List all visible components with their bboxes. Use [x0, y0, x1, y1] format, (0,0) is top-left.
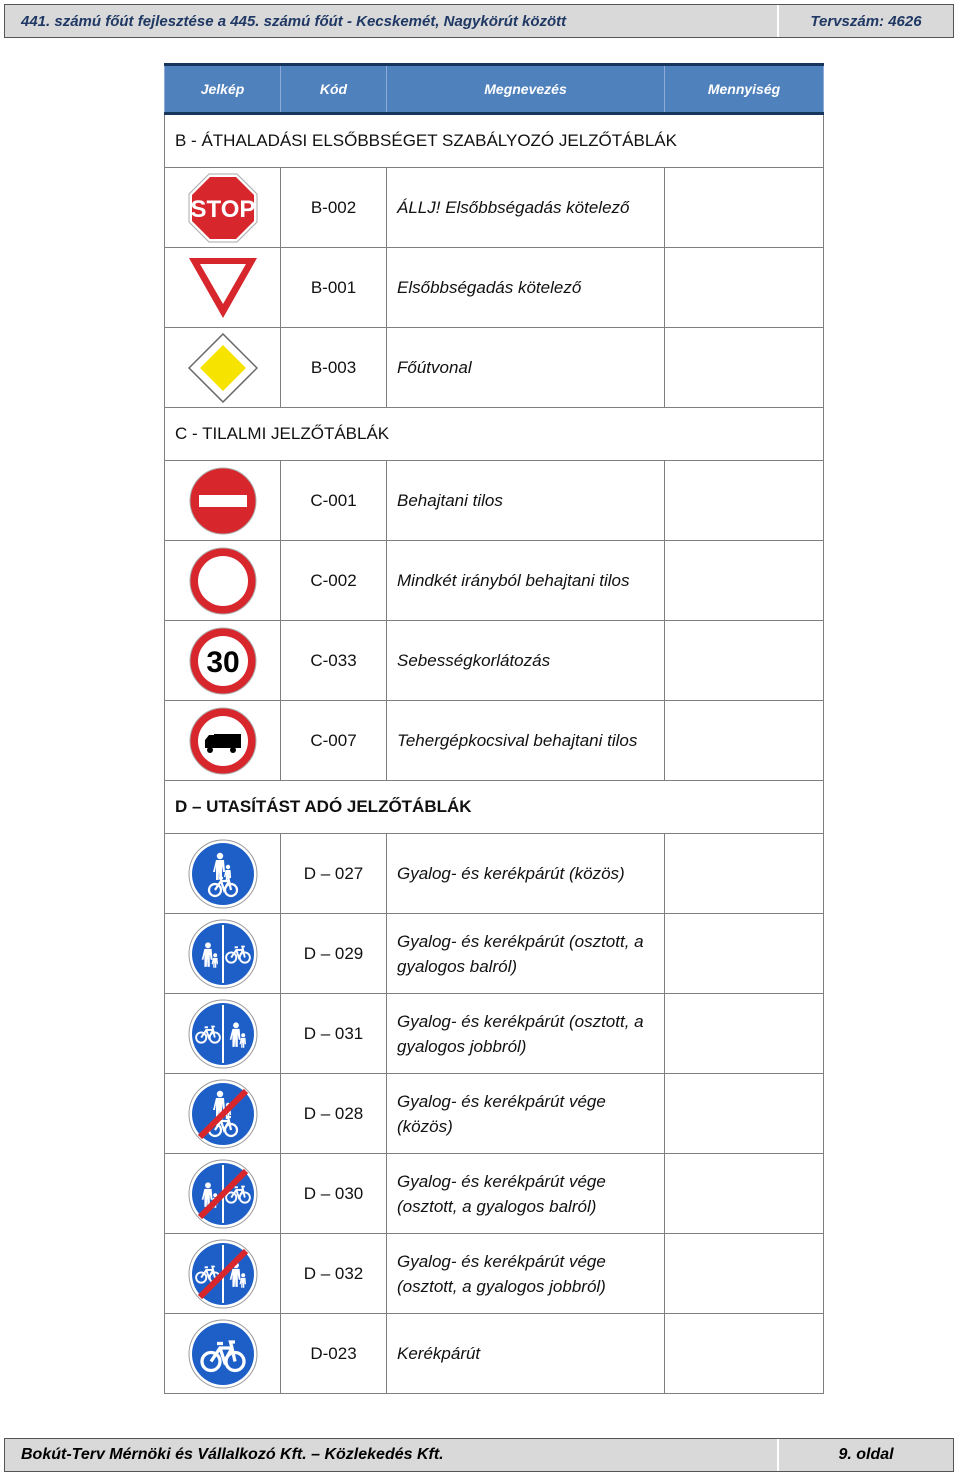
sign-cell: [165, 621, 281, 701]
section-title: D – UTASÍTÁST ADÓ JELZŐTÁBLÁK: [165, 781, 824, 834]
section-row: [165, 408, 824, 461]
section-title: B - ÁTHALADÁSI ELSŐBBSÉGET SZABÁLYOZÓ JELZŐTÁBLÁK: [165, 114, 824, 168]
sign-name: Főútvonal: [387, 328, 665, 408]
sign-name: ÁLLJ! Elsőbbségadás kötelező: [387, 168, 665, 248]
col-quantity: Mennyiség: [665, 65, 824, 114]
sign-cell: [165, 701, 281, 781]
sign-code: D – 030: [281, 1154, 387, 1234]
priority-road-icon: [165, 333, 280, 403]
sign-name: Gyalog- és kerékpárút (osztott, a gyalogos jobbról): [387, 994, 665, 1074]
sign-cell: [165, 914, 281, 994]
table-row: [165, 1234, 824, 1314]
sign-name: Gyalog- és kerékpárút (közös): [387, 834, 665, 914]
col-symbol: Jelkép: [165, 65, 281, 114]
sign-name: Behajtani tilos: [387, 461, 665, 541]
section-title: C - TILALMI JELZŐTÁBLÁK: [165, 408, 824, 461]
yield-sign-icon: [165, 256, 280, 320]
sign-quantity: [665, 168, 824, 248]
sign-quantity: [665, 541, 824, 621]
sign-quantity: [665, 461, 824, 541]
sign-cell: [165, 328, 281, 408]
sign-name: Gyalog- és kerékpárút vége (közös): [387, 1074, 665, 1154]
sign-cell: [165, 541, 281, 621]
sign-quantity: [665, 328, 824, 408]
sign-code: D – 029: [281, 914, 387, 994]
table-row: [165, 328, 824, 408]
col-name: Megnevezés: [387, 65, 665, 114]
sign-cell: [165, 1074, 281, 1154]
footer-company: Bokút-Terv Mérnöki és Vállalkozó Kft. – Közlekedés Kft.: [5, 1439, 779, 1471]
sign-code: C-033: [281, 621, 387, 701]
no-vehicles-icon: [165, 546, 280, 616]
sign-cell: [165, 461, 281, 541]
sign-name: Gyalog- és kerékpárút (osztott, a gyalogos balról): [387, 914, 665, 994]
table-row: [165, 1154, 824, 1234]
sign-quantity: [665, 1154, 824, 1234]
sign-quantity: [665, 914, 824, 994]
svg-text:STOP: STOP: [190, 195, 255, 223]
no-trucks-icon: [165, 706, 280, 776]
table-row: [165, 248, 824, 328]
sign-quantity: [665, 994, 824, 1074]
sign-code: C-002: [281, 541, 387, 621]
sign-code: D – 031: [281, 994, 387, 1074]
sign-name: Kerékpárút: [387, 1314, 665, 1394]
stop-sign-icon: [165, 173, 280, 243]
section-row: [165, 114, 824, 168]
col-code: Kód: [281, 65, 387, 114]
split-path-ped-right-icon: [165, 999, 280, 1069]
no-entry-icon: [165, 466, 280, 536]
sign-name: Tehergépkocsival behajtani tilos: [387, 701, 665, 781]
sign-quantity: [665, 701, 824, 781]
sign-code: D – 032: [281, 1234, 387, 1314]
sign-code: B-003: [281, 328, 387, 408]
sign-table: [164, 63, 824, 1394]
section-row: [165, 781, 824, 834]
sign-name: Sebességkorlátozás: [387, 621, 665, 701]
sign-quantity: [665, 248, 824, 328]
table-row: [165, 914, 824, 994]
table-row: [165, 834, 824, 914]
table-row: [165, 461, 824, 541]
page-number: 9. oldal: [779, 1439, 953, 1471]
sign-code: D – 028: [281, 1074, 387, 1154]
sign-cell: [165, 994, 281, 1074]
page-footer: [4, 1438, 954, 1472]
bicycle-path-icon: [165, 1319, 280, 1389]
sign-code: B-001: [281, 248, 387, 328]
sign-cell: [165, 248, 281, 328]
speed-limit-30-icon: [165, 626, 280, 696]
sign-name: Elsőbbségadás kötelező: [387, 248, 665, 328]
table-row: [165, 701, 824, 781]
table-row: [165, 994, 824, 1074]
document-title: 441. számú főút fejlesztése a 445. számú főút - Kecskemét, Nagykörút között: [5, 5, 779, 37]
table-row: [165, 1074, 824, 1154]
sign-name: Gyalog- és kerékpárút vége (osztott, a gyalogos balról): [387, 1154, 665, 1234]
sign-cell: [165, 1154, 281, 1234]
sign-cell: [165, 834, 281, 914]
shared-path-icon: [165, 839, 280, 909]
split-path-ped-right-end-icon: [165, 1239, 280, 1309]
table-row: [165, 541, 824, 621]
sign-quantity: [665, 1314, 824, 1394]
page-header: [4, 4, 954, 38]
shared-path-end-icon: [165, 1079, 280, 1149]
split-path-ped-left-icon: [165, 919, 280, 989]
sign-code: C-001: [281, 461, 387, 541]
sign-name: Mindkét irányból behajtani tilos: [387, 541, 665, 621]
speed-limit-text: 30: [205, 645, 240, 679]
sign-cell: [165, 168, 281, 248]
table-row: [165, 1314, 824, 1394]
sign-cell: [165, 1314, 281, 1394]
table-row: [165, 168, 824, 248]
sign-code: D-023: [281, 1314, 387, 1394]
sign-quantity: [665, 621, 824, 701]
sign-quantity: [665, 1234, 824, 1314]
split-path-ped-left-end-icon: [165, 1159, 280, 1229]
table-row: [165, 621, 824, 701]
sign-quantity: [665, 1074, 824, 1154]
sign-name: Gyalog- és kerékpárút vége (osztott, a gyalogos jobbról): [387, 1234, 665, 1314]
sign-cell: [165, 1234, 281, 1314]
sign-code: B-002: [281, 168, 387, 248]
plan-number: Tervszám: 4626: [779, 5, 953, 37]
sign-code: C-007: [281, 701, 387, 781]
sign-code: D – 027: [281, 834, 387, 914]
sign-quantity: [665, 834, 824, 914]
